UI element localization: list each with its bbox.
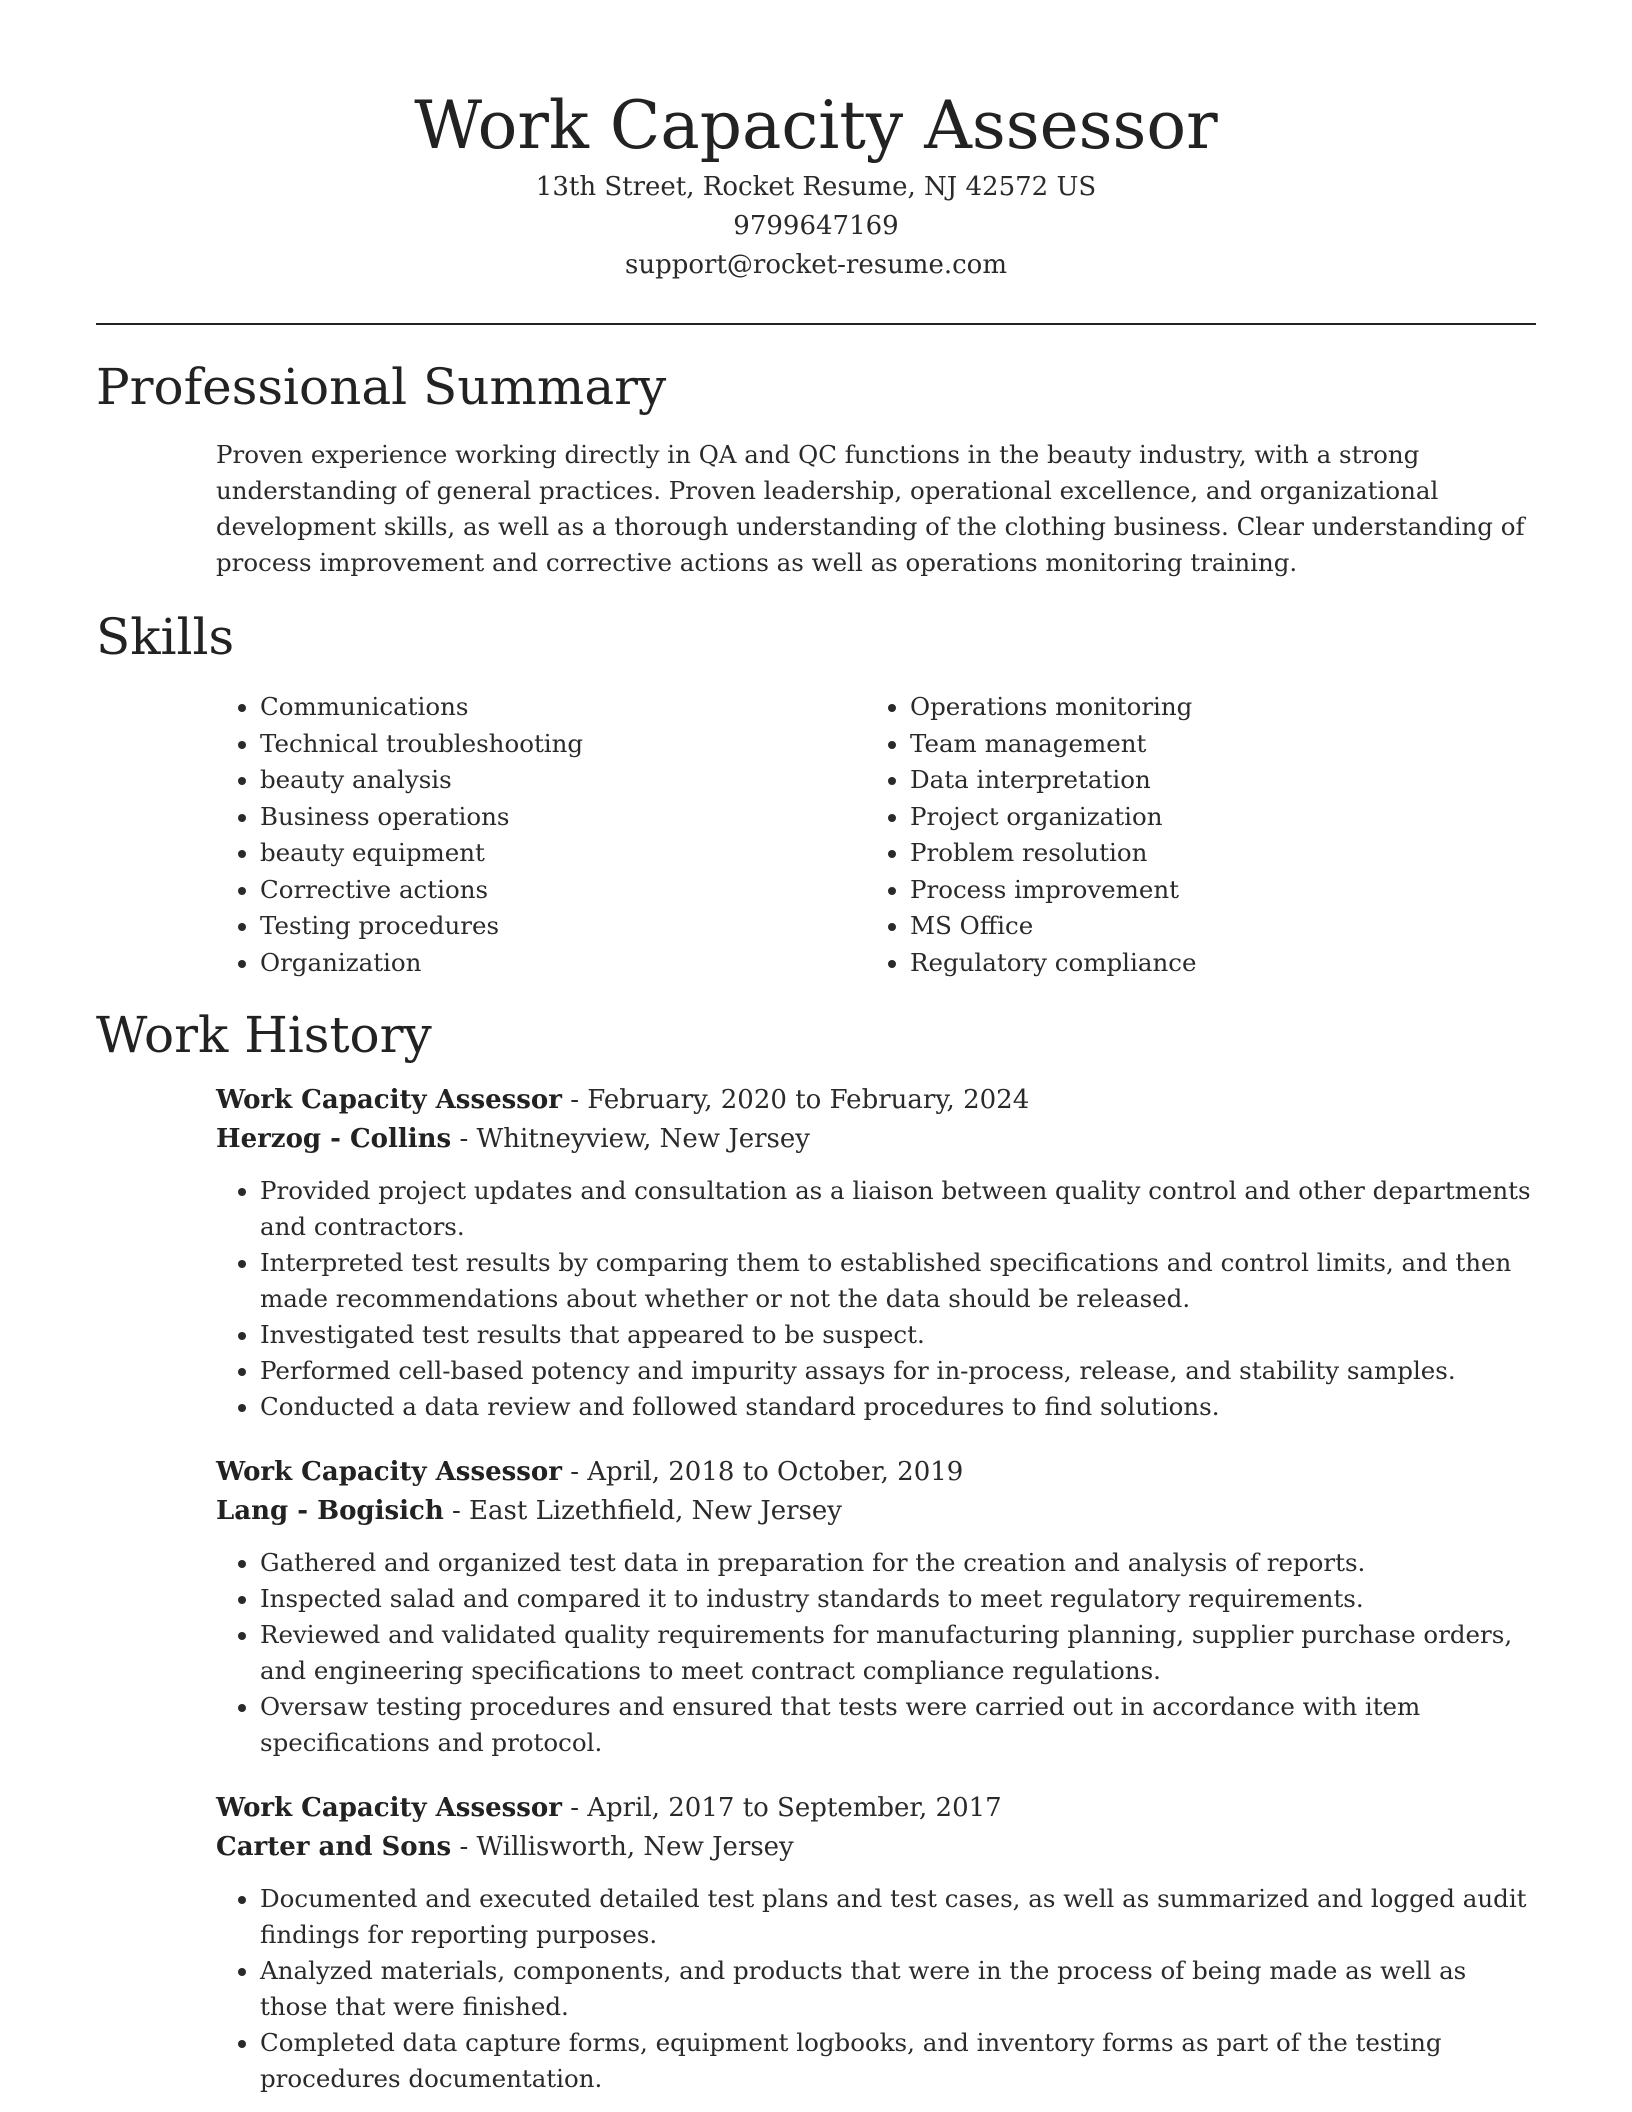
- job-bullet: • Interpreted test results by comparing them to established specifications and control limits, and then made recommendations about whether or not the data should be released.: [260, 1245, 1536, 1317]
- job-company: Herzog - Collins: [216, 1124, 452, 1154]
- skill-item: • Team management: [910, 726, 1516, 763]
- skill-item: • Data interpretation: [910, 762, 1516, 799]
- email: support@rocket-resume.com: [624, 250, 1007, 280]
- job-entry: [216, 1081, 1536, 1425]
- skills-heading: Skills: [96, 608, 235, 666]
- job-entry: [216, 1453, 1536, 1761]
- header-divider: [96, 323, 1536, 325]
- skill-item: • Organization: [260, 945, 866, 982]
- job-bullet: • Gathered and organized test data in preparation for the creation and analysis of reports.: [260, 1545, 1536, 1581]
- skill-item: • MS Office: [910, 908, 1516, 945]
- skill-item: • Regulatory compliance: [910, 945, 1516, 982]
- summary-heading: Professional Summary: [96, 358, 667, 416]
- skill-item: • Business operations: [260, 799, 866, 836]
- skill-item: • Testing procedures: [260, 908, 866, 945]
- job-role: Work Capacity Assessor: [216, 1457, 562, 1487]
- skill-item: • Process improvement: [910, 872, 1516, 909]
- address: 13th Street, Rocket Resume, NJ 42572 US: [535, 172, 1097, 202]
- skills-grid: [216, 689, 1536, 981]
- work-history-heading: Work History: [96, 1006, 432, 1064]
- job-title-line: [216, 1789, 1536, 1828]
- job-bullet: • Investigated test results that appeared to be suspect.: [260, 1317, 1536, 1353]
- job-bullets: [216, 1545, 1536, 1761]
- skills-left-column: [216, 689, 866, 981]
- job-location: - Willisworth, New Jersey: [451, 1832, 794, 1862]
- job-company: Lang - Bogisich: [216, 1496, 444, 1526]
- job-entry: [216, 1789, 1536, 2097]
- job-bullet: • Oversaw testing procedures and ensured that tests were carried out in accordance with item specifications and protocol.: [260, 1689, 1536, 1761]
- job-bullet: • Reviewed and validated quality requirements for manufacturing planning, supplier purchase orders, and engineering specifications to meet contract compliance regulations.: [260, 1617, 1536, 1689]
- resume-page: [96, 0, 1536, 2097]
- skill-item: • Operations monitoring: [910, 689, 1516, 726]
- skill-item: • Problem resolution: [910, 835, 1516, 872]
- skills-right-column: [866, 689, 1516, 981]
- job-dates: - April, 2018 to October, 2019: [561, 1457, 964, 1487]
- skill-item: • beauty analysis: [260, 762, 866, 799]
- job-bullet: • Documented and executed detailed test plans and test cases, as well as summarized and logged audit findings for reporting purposes.: [260, 1881, 1536, 1953]
- job-company-line: [216, 1828, 1536, 1867]
- summary-text: Proven experience working directly in QA and QC functions in the beauty industry, with a strong understanding of general practices. Proven leadership, operational excellence, and organizational development skills, as well as a thorough understanding of the clothing business. Clear understanding of process improvement and corrective actions as well as operations monitoring training.: [216, 440, 1525, 577]
- skill-item: • Technical troubleshooting: [260, 726, 866, 763]
- job-location: - Whitneyview, New Jersey: [451, 1124, 810, 1154]
- skill-item: • Corrective actions: [260, 872, 866, 909]
- job-company: Carter and Sons: [216, 1832, 452, 1862]
- resume-header: [96, 0, 1536, 285]
- job-company-line: [216, 1492, 1536, 1531]
- job-role: Work Capacity Assessor: [216, 1085, 562, 1115]
- job-bullet: • Conducted a data review and followed standard procedures to find solutions.: [260, 1389, 1536, 1425]
- job-bullet: • Provided project updates and consultation as a liaison between quality control and other departments and contractors.: [260, 1173, 1536, 1245]
- job-role: Work Capacity Assessor: [216, 1793, 562, 1823]
- job-dates: - February, 2020 to February, 2024: [561, 1085, 1030, 1115]
- job-dates: - April, 2017 to September, 2017: [561, 1793, 1002, 1823]
- job-bullet: • Completed data capture forms, equipment logbooks, and inventory forms as part of the testing procedures documentation.: [260, 2025, 1536, 2097]
- job-company-line: [216, 1120, 1536, 1159]
- job-title-line: [216, 1453, 1536, 1492]
- job-bullet: • Analyzed materials, components, and products that were in the process of being made as well as those that were finished.: [260, 1953, 1536, 2025]
- job-bullets: [216, 1881, 1536, 2097]
- job-bullet: • Inspected salad and compared it to industry standards to meet regulatory requirements.: [260, 1581, 1536, 1617]
- job-bullet: • Performed cell-based potency and impurity assays for in-process, release, and stability samples.: [260, 1353, 1536, 1389]
- skill-item: • Project organization: [910, 799, 1516, 836]
- job-title-line: [216, 1081, 1536, 1120]
- skill-item: • beauty equipment: [260, 835, 866, 872]
- skill-item: • Communications: [260, 689, 866, 726]
- candidate-name: Work Capacity Assessor: [414, 87, 1218, 164]
- job-bullets: [216, 1173, 1536, 1425]
- phone: 9799647169: [733, 211, 899, 241]
- job-location: - East Lizethfield, New Jersey: [443, 1496, 842, 1526]
